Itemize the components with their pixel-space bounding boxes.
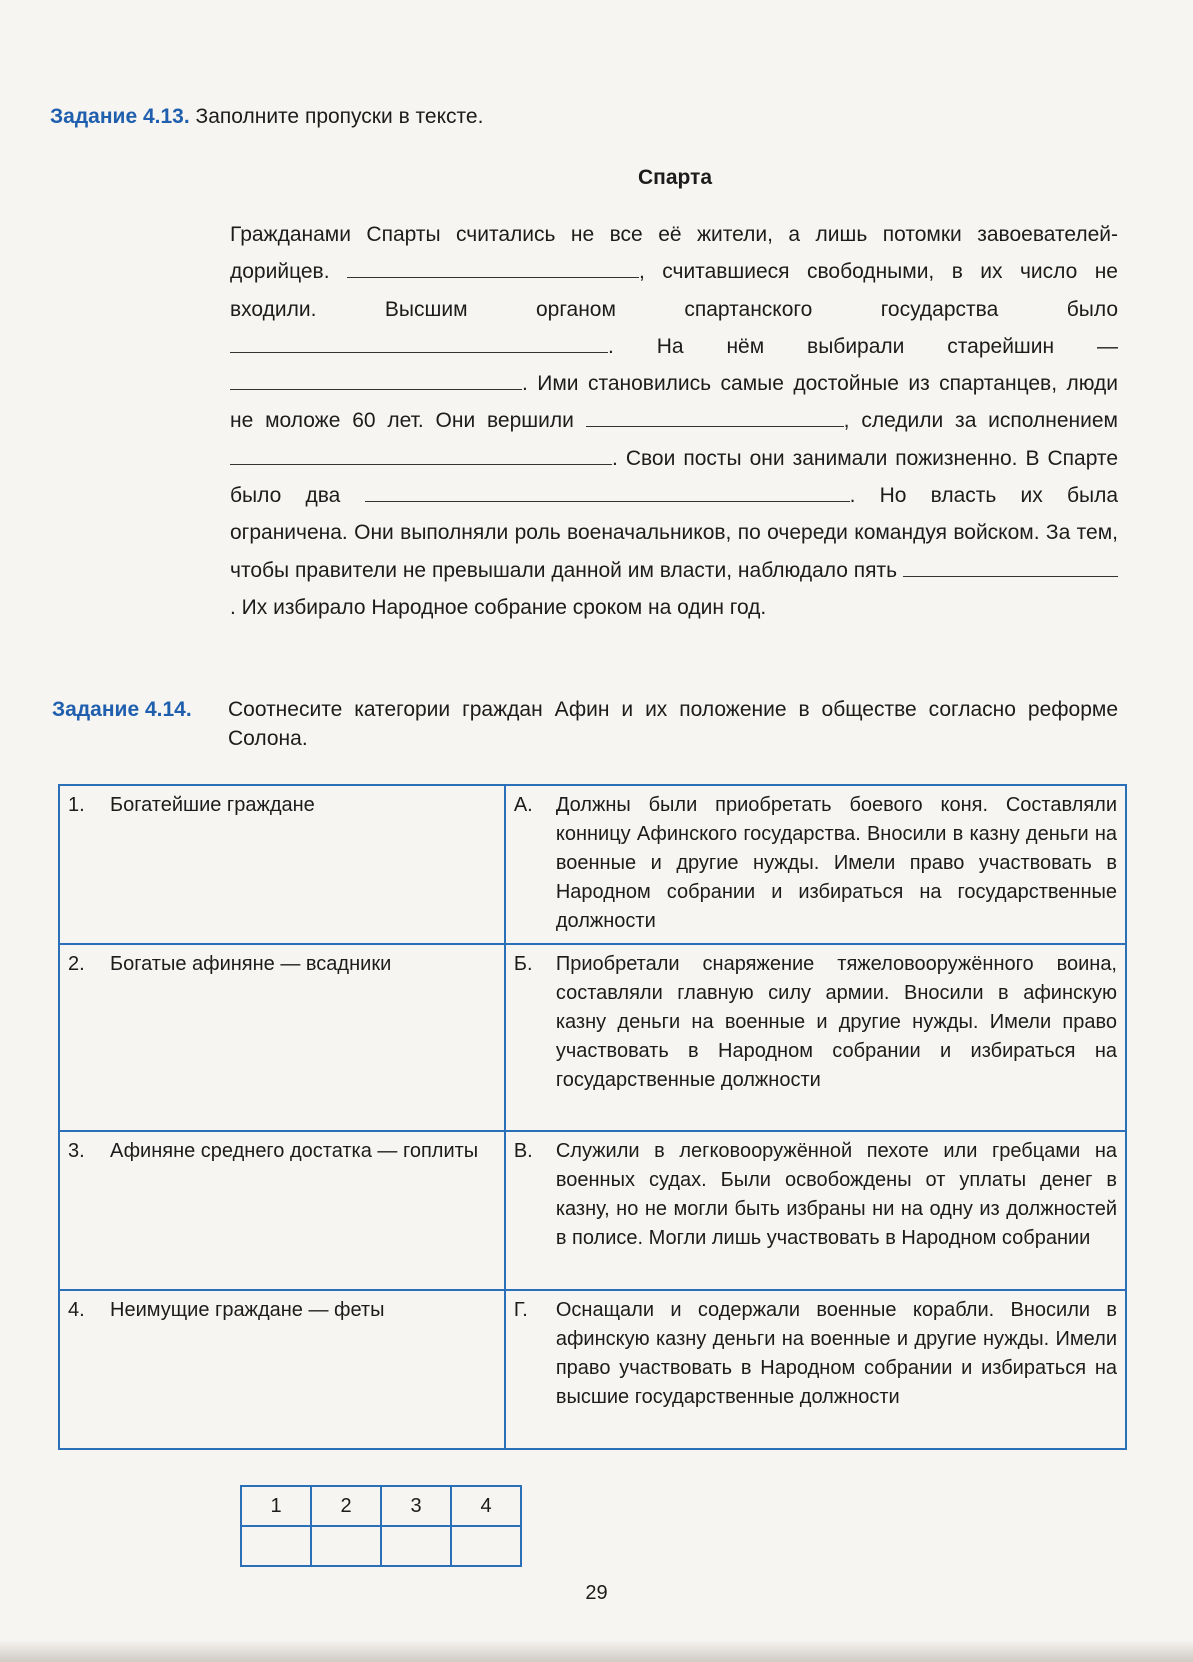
article-part-1: Гражданами Спарты считались не все её жители, а лишь потомки завоевателей-дорийцев. xyxy=(230,223,1118,284)
description-text: Приобретали снаряжение тяжеловооружённого воина, составляли главную силу армии. Вносили в афинскую казну деньги на военные и другие нужды. Имели право участвовать в Народном собрании и избираться на государственные должности xyxy=(555,953,1117,1091)
task-4-14-heading xyxy=(52,695,1122,753)
blank-3[interactable] xyxy=(230,370,522,390)
category-text: Богатые афиняне — всадники xyxy=(110,953,392,975)
blank-5[interactable] xyxy=(230,445,612,465)
blank-6[interactable] xyxy=(365,482,850,502)
answer-input-row xyxy=(241,1526,521,1566)
description-letter: А. xyxy=(513,794,533,816)
article-part-2: , считавшиеся свободными, в их число не входили. Высшим органом спартанского государства было xyxy=(230,260,1118,321)
category-cell xyxy=(59,785,505,944)
description-cell xyxy=(505,944,1126,1131)
description-cell xyxy=(505,785,1126,944)
category-cell xyxy=(59,1131,505,1290)
task-4-14-instruction: Соотнесите категории граждан Афин и их положение в обществе согласно реформе Солона. xyxy=(228,698,1118,750)
article-part-8: . Их избирало Народное собрание сроком на один год. xyxy=(230,595,767,619)
category-text: Неимущие граждане — феты xyxy=(110,1299,385,1321)
answer-header: 1 xyxy=(241,1486,311,1526)
category-text: Афиняне среднего достатка — гоплиты xyxy=(110,1140,479,1162)
table-row xyxy=(59,1290,1126,1449)
answer-cell[interactable] xyxy=(381,1526,451,1566)
answer-cell[interactable] xyxy=(451,1526,521,1566)
page-number: 29 xyxy=(585,1582,608,1604)
description-cell xyxy=(505,1290,1126,1449)
matching-table xyxy=(58,784,1127,1450)
category-text: Богатейшие граждане xyxy=(110,794,315,816)
answer-header: 3 xyxy=(381,1486,451,1526)
description-letter: Г. xyxy=(513,1299,528,1321)
answer-cell[interactable] xyxy=(311,1526,381,1566)
description-text: Должны были приобретать боевого коня. Составляли конницу Афинского государства. Вносили в казну деньги на военные и другие нужды. Имели право участвовать в Народном собрании и избираться на государственные должности xyxy=(555,794,1117,932)
task-4-13-heading xyxy=(50,102,1130,131)
answer-cell[interactable] xyxy=(241,1526,311,1566)
category-number: 2. xyxy=(68,953,85,975)
category-number: 4. xyxy=(68,1299,85,1321)
answer-header-row xyxy=(241,1486,521,1526)
category-number: 3. xyxy=(68,1140,85,1162)
answer-header: 2 xyxy=(311,1486,381,1526)
task-4-13-label: Задание 4.13. xyxy=(50,105,190,128)
blank-1[interactable] xyxy=(347,258,639,278)
table-row xyxy=(59,944,1126,1131)
article-part-7: . Но власть их была ограничена. Они выполняли роль военачальников, по очереди командуя войском. За тем, чтобы правители не превышали данной им власти, наблюдало пять xyxy=(230,484,1118,582)
page-edge-shadow xyxy=(0,1640,1193,1662)
task-4-13-instruction: Заполните пропуски в тексте. xyxy=(195,105,484,128)
task-4-14-label: Задание 4.14. xyxy=(52,698,192,721)
answer-table xyxy=(240,1485,522,1567)
answer-header: 4 xyxy=(451,1486,521,1526)
article-part-3: . На нём выбирали старейшин — xyxy=(608,334,1118,358)
category-cell xyxy=(59,944,505,1131)
article-part-4: . Ими становились самые достойные из спартанцев, люди не моложе 60 лет. Они вершили xyxy=(230,372,1118,433)
article-text xyxy=(230,216,1118,626)
description-letter: Б. xyxy=(513,953,533,975)
blank-2[interactable] xyxy=(230,333,608,353)
description-cell xyxy=(505,1131,1126,1290)
description-text: Оснащали и содержали военные корабли. Вносили в афинскую казну деньги на военные и другие нужды. Имели право участвовать в Народном собрании и избираться на высшие государственные должности xyxy=(555,1299,1117,1408)
blank-4[interactable] xyxy=(586,407,844,427)
category-cell xyxy=(59,1290,505,1449)
article-part-6: . Свои посты они занимали пожизненно. В Спарте было два xyxy=(230,446,1118,508)
blank-7[interactable] xyxy=(903,557,1118,577)
category-number: 1. xyxy=(68,794,85,816)
table-row xyxy=(59,785,1126,944)
description-text: Служили в легковооружённой пехоте или гребцами на военных судах. Были освобождены от уплаты денег в казну, но не могли быть избраны ни на одну из должностей в полисе. Могли лишь участвовать в Народном собрании xyxy=(555,1140,1117,1249)
article-part-5: , следили за исполнением xyxy=(843,409,1118,433)
description-letter: В. xyxy=(513,1140,533,1162)
article-title: Спарта xyxy=(637,166,713,189)
table-row xyxy=(59,1131,1126,1290)
